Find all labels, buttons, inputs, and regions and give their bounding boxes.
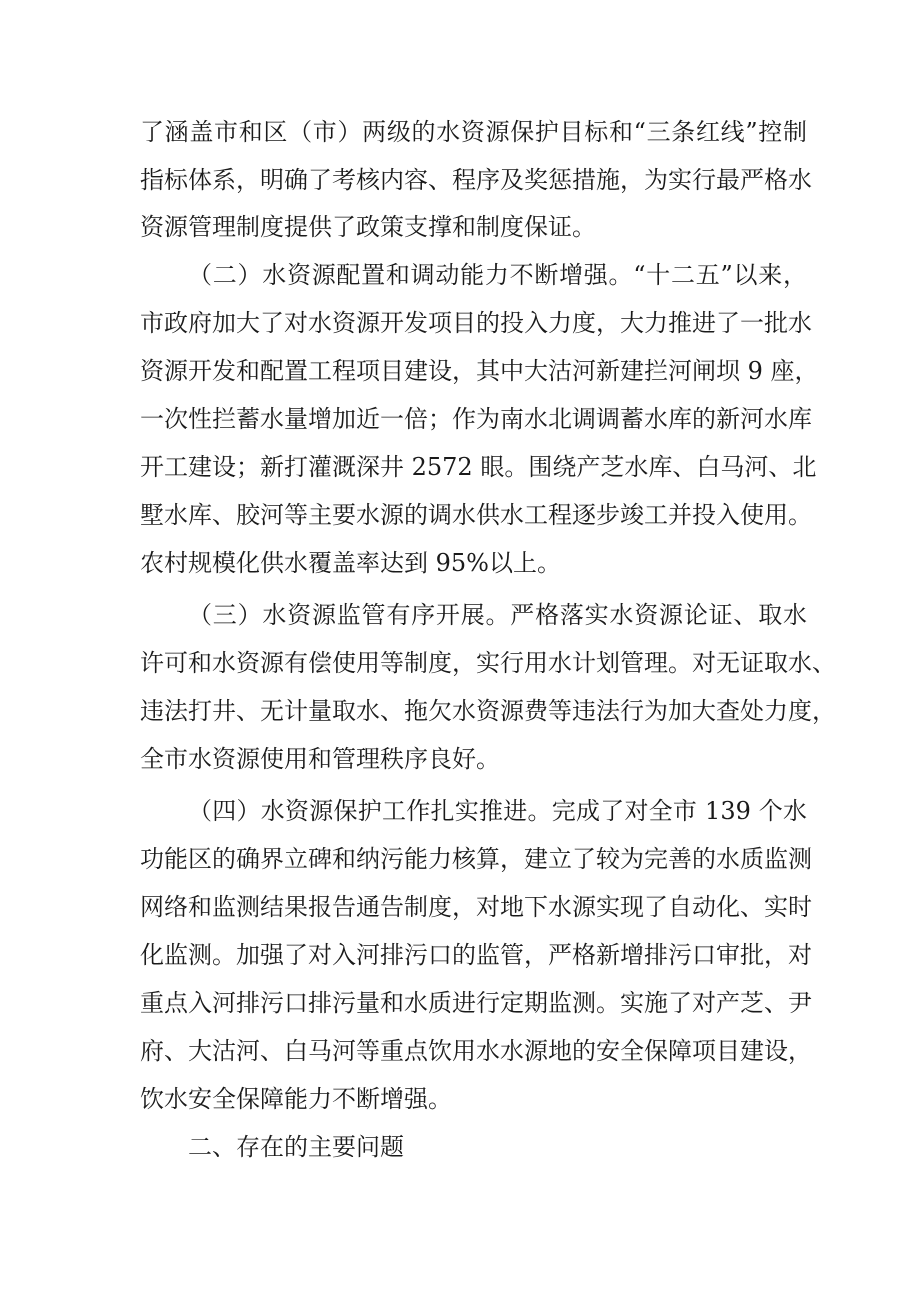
- section-heading-2: （二）水资源配置和调动能力不断增强。“十二五”以来，: [188, 261, 807, 289]
- body-line: 墅水库、胶河等主要水源的调水供水工程逐步竣工并投入使用。: [140, 501, 812, 529]
- body-line: 农村规模化供水覆盖率达到 95%以上。: [140, 549, 561, 577]
- section-heading-3: （三）水资源监管有序开展。严格落实水资源论证、取水: [188, 601, 807, 629]
- body-line: 一次性拦蓄水量增加近一倍；作为南水北调调蓄水库的新河水库: [140, 405, 812, 433]
- body-line: 全市水资源使用和管理秩序良好。: [140, 745, 500, 773]
- body-line: 网络和监测结果报告通告制度，对地下水源实现了自动化、实时: [140, 893, 812, 921]
- body-line: 许可和水资源有偿使用等制度，实行用水计划管理。对无证取水、: [140, 649, 836, 677]
- chapter-heading: 二、存在的主要问题: [188, 1133, 404, 1161]
- body-line: 资源管理制度提供了政策支撑和制度保证。: [140, 213, 596, 241]
- body-line: 开工建设；新打灌溉深井 2572 眼。围绕产芝水库、白马河、北: [140, 453, 817, 481]
- section-heading-4: （四）水资源保护工作扎实推进。完成了对全市 139 个水: [188, 797, 807, 825]
- body-line: 功能区的确界立碑和纳污能力核算，建立了较为完善的水质监测: [140, 845, 812, 873]
- body-line: 资源开发和配置工程项目建设，其中大沽河新建拦河闸坝 9 座，: [140, 357, 819, 385]
- body-line: 市政府加大了对水资源开发项目的投入力度，大力推进了一批水: [140, 309, 812, 337]
- body-line: 化监测。加强了对入河排污口的监管，严格新增排污口审批，对: [140, 941, 812, 969]
- body-line: 府、大沽河、白马河等重点饮用水水源地的安全保障项目建设，: [140, 1037, 812, 1065]
- body-line: 了涵盖市和区（市）两级的水资源保护目标和“三条红线”控制: [140, 118, 807, 146]
- body-line: 饮水安全保障能力不断增强。: [140, 1085, 452, 1113]
- body-line: 违法打井、无计量取水、拖欠水资源费等违法行为加大查处力度，: [140, 697, 836, 725]
- body-line: 重点入河排污口排污量和水质进行定期监测。实施了对产芝、尹: [140, 989, 812, 1017]
- body-line: 指标体系，明确了考核内容、程序及奖惩措施，为实行最严格水: [140, 166, 812, 194]
